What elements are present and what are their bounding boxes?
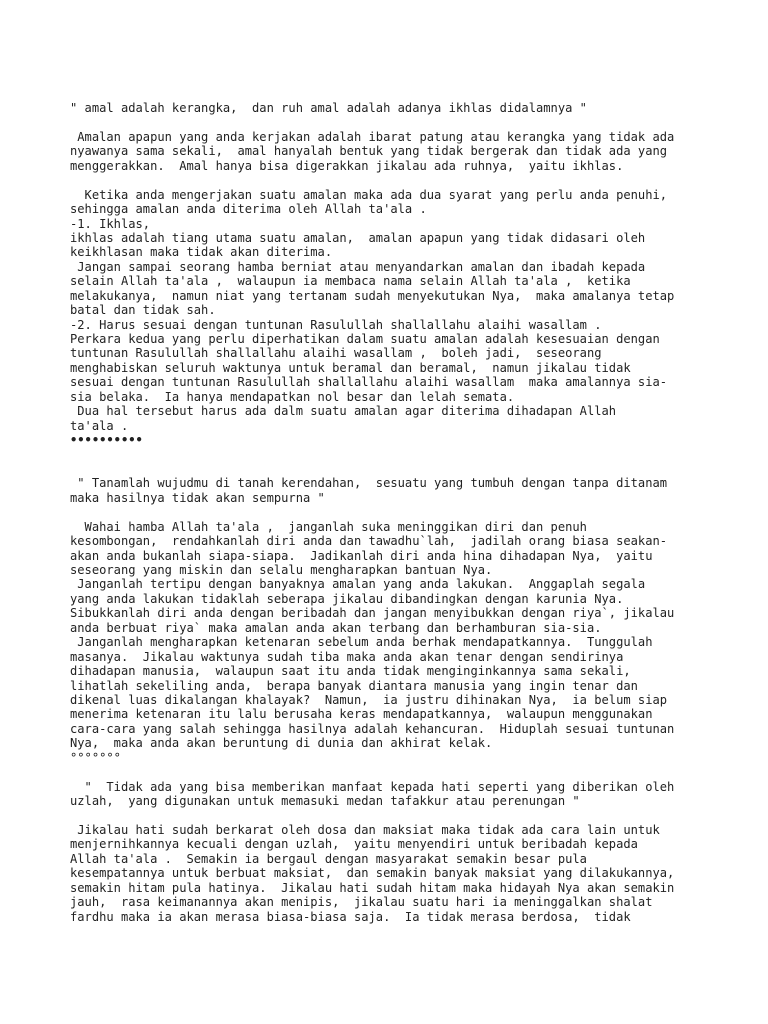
text-line: menerima ketenaran itu lalu berusaha keras mendapatkannya, walaupun menggunakan [70,707,653,722]
document-page [70,101,760,924]
quote-line: " Tanamlah wujudmu di tanah kerendahan, sesuatu yang tumbuh dengan tanpa ditanam [70,476,668,491]
spacer [70,505,760,519]
text-line: batal dan tidak sah. [70,303,216,318]
text-line: sehingga amalan anda diterima oleh Allah ta'ala . [70,202,427,217]
text-line: -1. Ikhlas, [70,216,151,231]
text-line: sia belaka. Ia hanya mendapatkan nol besar dan lelah semata. [70,389,515,404]
text-line: masanya. Jikalau waktunya sudah tiba maka anda akan tenar dengan sendirinya [70,649,624,664]
text-line: Wahai hamba Allah ta'ala , janganlah suka meninggikan diri dan penuh [70,519,587,534]
spacer [70,448,760,462]
text-line: ikhlas adalah tiang utama suatu amalan, amalan apapun yang tidak didasari oleh [70,230,646,245]
text-line: dihadapan manusia, walaupun saat itu anda tidak menginginkannya sama sekali, [70,664,631,679]
text-line: sesuai dengan tuntunan Rasulullah shallallahu alaihi wasallam maka amalannya sia- [70,375,668,390]
text-line: fardhu maka ia akan merasa biasa-biasa saja. Ia tidak merasa berdosa, tidak [70,909,631,924]
text-line: Nya, maka anda akan beruntung di dunia dan akhirat kelak. [70,736,493,751]
text-line: Amalan apapun yang anda kerjakan adalah ibarat patung atau kerangka yang tidak ada [70,129,675,144]
text-line: kesombongan, rendahkanlah diri anda dan tawadhu`lah, jadilah orang biasa seakan- [70,534,668,549]
text-line: jauh, rasa keimanannya akan menipis, jikalau suatu hari ia meninggalkan shalat [70,895,653,910]
text-line: nyawanya sama sekali, amal hanyalah bentuk yang tidak bergerak dan tidak ada yang [70,144,668,159]
text-line: -2. Harus sesuai dengan tuntunan Rasulullah shallallahu alaihi wasallam . [70,317,602,332]
text-line: selain Allah ta'ala , walaupun ia membaca nama selain Allah ta'ala , ketika [70,274,631,289]
quote-line: " Tidak ada yang bisa memberikan manfaat kepada hati seperti yang diberikan oleh [70,779,675,794]
text-line: menjernihkannya kecuali dengan uzlah, yaitu menyendiri untuk beribadah kepada [70,837,638,852]
quote-line: maka hasilnya tidak akan sempurna " [70,490,325,505]
degree-divider: °°°°°°° [70,750,121,765]
quote-tanamlah [70,476,760,505]
text-line: Ketika anda mengerjakan suatu amalan maka ada dua syarat yang perlu anda penuhi, [70,187,668,202]
text-line: Perkara kedua yang perlu diperhatikan dalam suatu amalan adalah kesesuaian dengan [70,332,660,346]
text-line: Allah ta'ala . Semakin ia bergaul dengan masyarakat semakin besar pula [70,851,587,866]
text-line: Jikalau hati sudah berkarat oleh dosa dan maksiat maka tidak ada cara lain untuk [70,822,660,837]
text-line: Janganlah mengharapkan ketenaran sebelum anda berhak mendapatkannya. Tunggulah [70,635,653,650]
paragraph-jikalau-hati [70,823,760,924]
paragraph-amalan [70,130,760,173]
text-line: melakukanya, namun niat yang tertanam sudah menyekutukan Nya, maka amalanya tetap [70,288,675,303]
spacer [70,115,760,129]
text-line: Janganlah tertipu dengan banyaknya amalan yang anda lakukan. Anggaplah segala [70,577,646,592]
paragraph-wahai [70,520,760,751]
text-line: seseorang yang miskin dan selalu mengharapkan bantuan Nya. [70,563,493,577]
spacer [70,808,760,822]
paragraph-syarat [70,188,760,433]
bullet-divider: •••••••••• [70,433,143,448]
text-line: yang anda lakukan tidaklah seberapa jikalau dibandingkan dengan karunia Nya. [70,591,624,606]
text-line: Sibukkanlah diri anda dengan beribadah dan jangan menyibukkan dengan riya`, jikalau [70,606,675,621]
quote-amal: " amal adalah kerangka, dan ruh amal adalah adanya ikhlas didalamnya " [70,101,587,115]
text-line: akan anda bukanlah siapa-siapa. Jadikanlah diri anda hina dihadapan Nya, yaitu [70,548,653,563]
text-line: Dua hal tersebut harus ada dalm suatu amalan agar diterima dihadapan Allah [70,404,617,419]
text-line: keikhlasan maka tidak akan diterima. [70,245,333,260]
spacer [70,462,760,476]
text-line: ta'ala . [70,418,129,433]
text-line: cara-cara yang salah sehingga hasilnya adalah kehancuran. Hiduplah sesuai tuntunan [70,721,675,736]
text-line: anda berbuat riya` maka amalan anda akan terbang dan berhamburan sia-sia. [70,620,602,635]
text-line: dikenal luas dikalangan khalayak? Namun, ia justru dihinakan Nya, ia belum siap [70,692,668,707]
text-line: menggerakkan. Amal hanya bisa digerakkan jikalau ada ruhnya, yaitu ikhlas. [70,158,624,173]
quote-uzlah [70,780,760,809]
text-line: semakin hitam pula hatinya. Jikalau hati sudah hitam maka hidayah Nya akan semakin [70,880,675,895]
text-line: tuntunan Rasulullah shallallahu alaihi wasallam , boleh jadi, seseorang [70,346,602,361]
text-line: kesempatannya untuk berbuat maksiat, dan semakin banyak maksiat yang dilakukannya, [70,866,675,881]
quote-line: uzlah, yang digunakan untuk memasuki medan tafakkur atau perenungan " [70,794,580,808]
text-line: lihatlah sekeliling anda, berapa banyak diantara manusia yang ingin tenar dan [70,678,638,693]
spacer [70,173,760,187]
spacer [70,765,760,779]
text-line: menghabiskan seluruh waktunya untuk beramal dan beramal, namun jikalau tidak [70,360,631,375]
text-line: Jangan sampai seorang hamba berniat atau menyandarkan amalan dan ibadah kepada [70,259,646,274]
